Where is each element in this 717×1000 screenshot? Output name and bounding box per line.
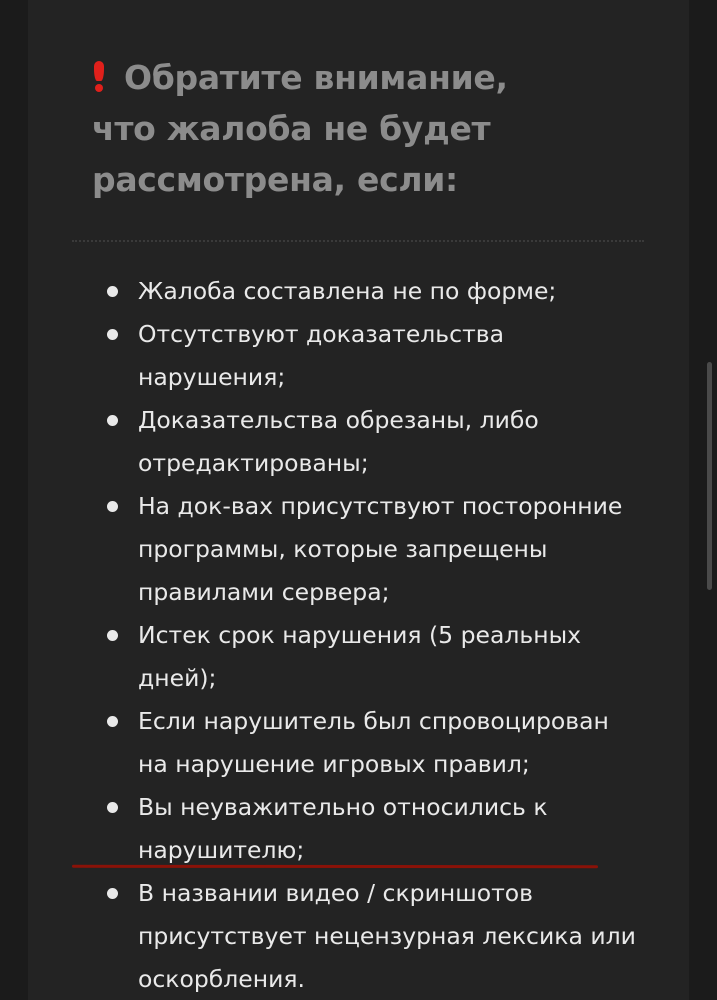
bullet-icon — [107, 802, 118, 813]
scrollbar-thumb[interactable] — [707, 362, 712, 590]
heading-line-2: что жалоба не будет — [92, 109, 491, 148]
list-item-text: присутствует нецензурная лексика или — [138, 922, 636, 950]
bullet-icon — [107, 329, 118, 340]
list-item — [0, 700, 717, 786]
bullet-icon — [107, 630, 118, 641]
bullet-icon — [107, 716, 118, 727]
dotted-divider — [72, 240, 644, 242]
bullet-icon — [107, 888, 118, 899]
list-item-text: В названии видео / скриншотов — [138, 879, 534, 907]
bullet-icon — [107, 286, 118, 297]
heading-line-1 — [92, 52, 632, 103]
list-item-text: отредактированы; — [138, 449, 369, 477]
warning-heading — [92, 52, 632, 205]
list-item-text: На док-вах присутствуют посторонние — [138, 492, 623, 520]
list-item — [0, 270, 717, 313]
heading-line-3: рассмотрена, если: — [92, 160, 458, 199]
list-item-text: Жалоба составлена не по форме; — [138, 277, 557, 305]
list-item — [0, 399, 717, 485]
list-item-text: дней); — [138, 664, 217, 692]
list-item — [0, 313, 717, 399]
bullet-icon — [107, 415, 118, 426]
list-item-text: Доказательства обрезаны, либо — [138, 406, 539, 434]
red-underline-annotation — [72, 865, 598, 868]
list-item — [0, 872, 717, 1000]
list-item-text: оскорбления. — [138, 965, 306, 993]
list-item-text: Отсутствуют доказательства — [138, 320, 505, 348]
list-item — [0, 614, 717, 700]
list-item-text: на нарушение игровых правил; — [138, 750, 530, 778]
list-item-text: правилами сервера; — [138, 578, 390, 606]
list-item — [0, 786, 717, 872]
bullet-icon — [107, 501, 118, 512]
exclamation-icon — [92, 59, 106, 91]
rejection-conditions-list — [0, 270, 717, 1000]
heading-line-1-text: Обратите внимание, — [124, 58, 508, 97]
list-item-text: Вы неуважительно относились к — [138, 793, 548, 821]
list-item-text: Истек срок нарушения (5 реальных — [138, 621, 582, 649]
list-item-text: нарушения; — [138, 363, 286, 391]
list-item-text: нарушителю; — [138, 836, 305, 864]
list-item-text: Если нарушитель был спровоцирован — [138, 707, 609, 735]
list-item — [0, 485, 717, 614]
list-item-text: программы, которые запрещены — [138, 535, 548, 563]
